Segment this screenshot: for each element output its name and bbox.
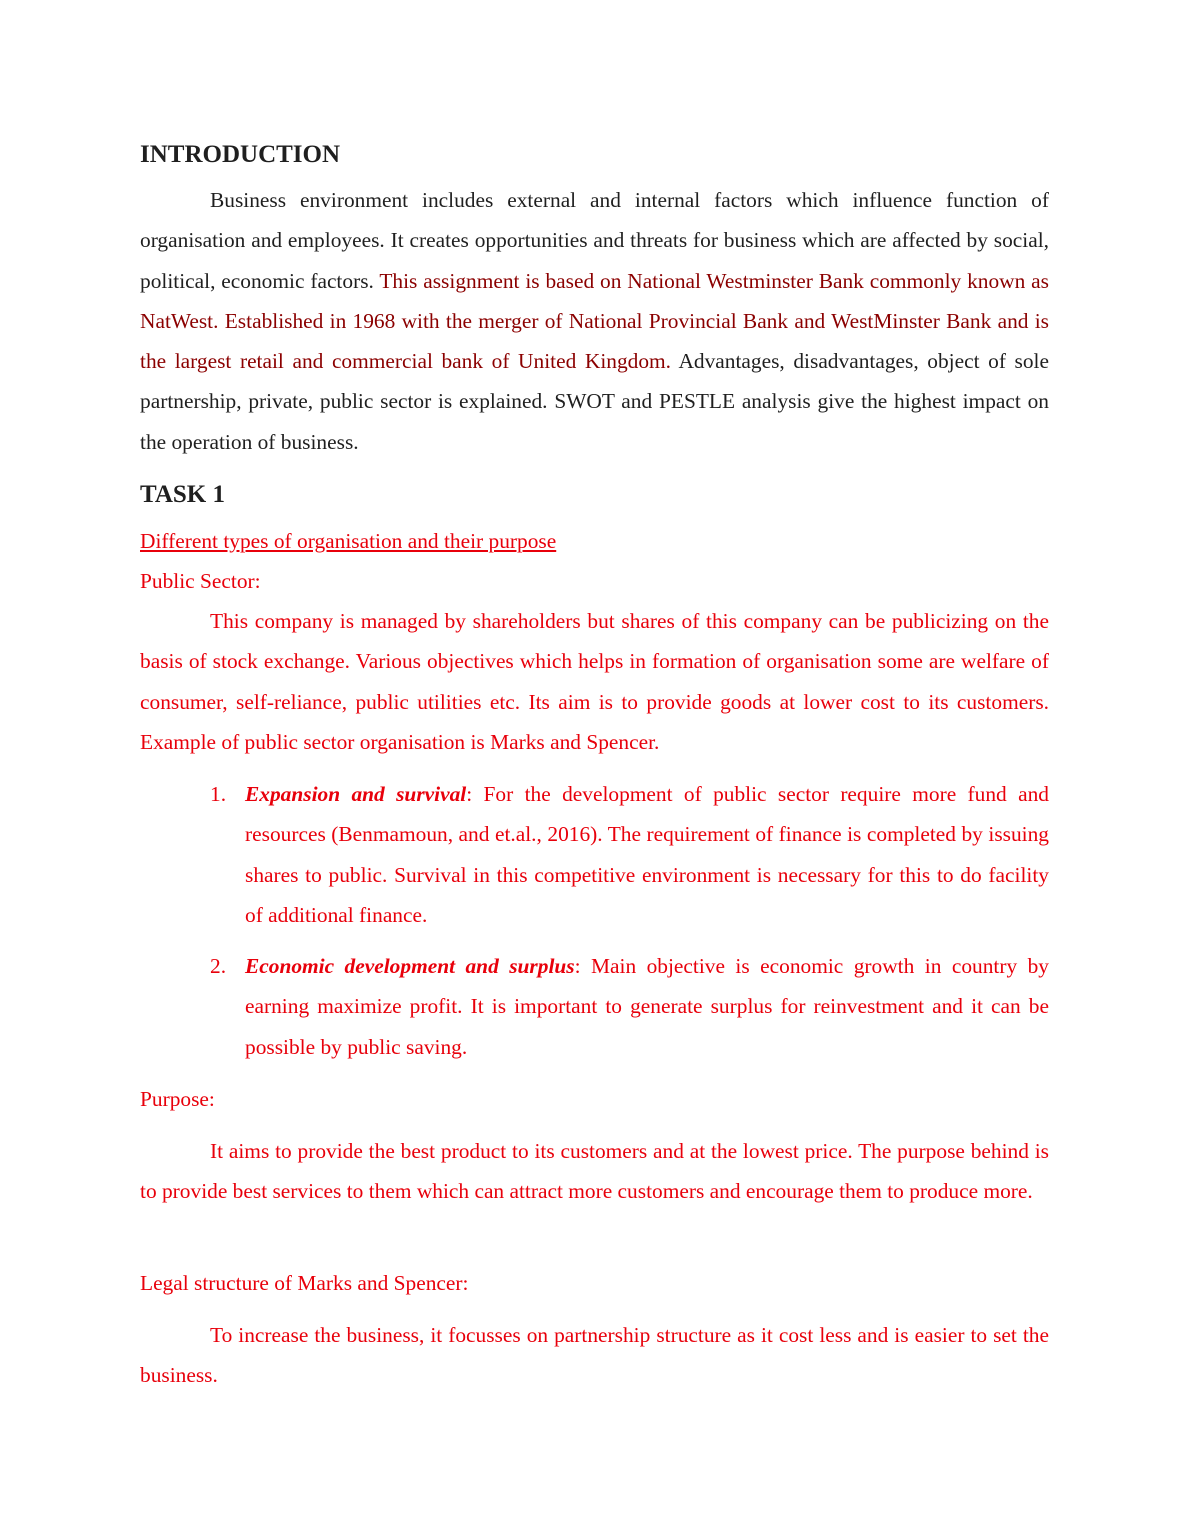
intro-text-summary: Advantages, disadvantages, object of sole partnership, private, public sector is explained. SWOT and PESTLE analysis give the highest impact on the operation of business.	[140, 349, 1049, 454]
list-item-title: Expansion and survival	[245, 782, 467, 806]
legal-structure-label: Legal structure of Marks and Spencer:	[140, 1271, 469, 1295]
task1-subheading: Different types of organisation and their purpose	[140, 529, 557, 553]
introduction-heading: INTRODUCTION	[140, 141, 341, 168]
list-body	[245, 946, 1049, 1067]
intro-text-general: Business environment includes external and internal factors which influence function of organisation and employees. It creates opportunities and threats for business which are affected by social, political, economic factors.	[140, 188, 1049, 293]
purpose-label: Purpose:	[140, 1087, 215, 1111]
public-sector-label: Public Sector:	[140, 569, 261, 593]
list-number: 2.	[210, 954, 227, 978]
list-item-text: : Main objective is economic growth in country by earning maximize profit. It is important to generate surplus for reinvestment and it can be possible by public saving.	[245, 954, 1050, 1059]
public-sector-paragraph: This company is managed by shareholders but shares of this company can be publicizing on the basis of stock exchange. Various objectives which helps in formation of organisation some are welfare of consumer, self-reliance, public utilities etc. Its aim is to provide goods at lower cost to its customers. Example of public sector organisation is Marks and Spencer.	[140, 609, 1049, 754]
introduction-paragraph	[140, 180, 1049, 462]
legal-structure-paragraph: To increase the business, it focusses on partnership structure as it cost less and is easier to set the business.	[140, 1323, 1049, 1388]
purpose-paragraph: It aims to provide the best product to its customers and at the lowest price. The purpose behind is to provide best services to them which can attract more customers and encourage them to produce more.	[140, 1139, 1049, 1204]
task1-heading: TASK 1	[140, 481, 225, 508]
list-item-title: Economic development and surplus	[245, 954, 575, 978]
intro-text-natwest: This assignment is based on National Westminster Bank commonly known as NatWest. Established in 1968 with the merger of National Provincial Bank and WestMinster Bank and is the largest retail and commercial bank of United Kingdom.	[140, 268, 1049, 374]
list-item-text: : For the development of public sector require more fund and resources (Benmamoun, and et.al., 2016). The requirement of finance is completed by issuing shares to public. Survival in this competitive environment is necessary for this to do facility of additional finance.	[245, 782, 1049, 927]
list-item-economic	[210, 946, 1049, 1067]
list-number: 1.	[210, 782, 227, 806]
list-item-expansion	[210, 774, 1049, 935]
list-body	[245, 774, 1049, 935]
